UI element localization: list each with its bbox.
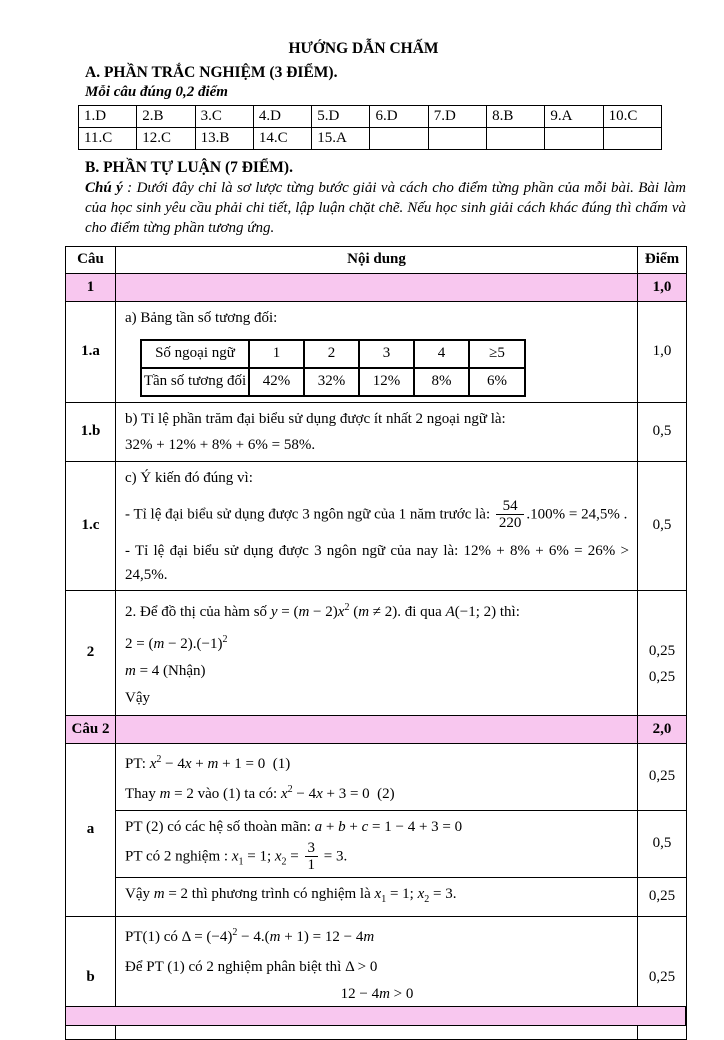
row-a-sub1-points: 0,25 [638,743,687,810]
row-1a-intro: a) Bảng tần số tương đối: [125,309,278,326]
freq-value: 32% [304,368,359,396]
mc-row-1 [79,106,662,128]
section-a-heading: A. PHẦN TRẮC NGHIỆM (3 ĐIỂM). [85,64,338,81]
freq-value: 6% [469,368,525,396]
page-title: HƯỚNG DẪN CHẤM [288,40,439,57]
col-header-diem: Điểm [638,246,687,273]
freq-header-label: Số ngoại ngữ [141,340,249,368]
mc-answer: 8.B [487,106,545,128]
mc-answer: 2.B [137,106,195,128]
question-2-points: 2,0 [638,715,687,743]
row-a-sub2-line1: PT (2) có các hệ số thoàn mãn: a + b + c = 1 − 4 + 3 = 0 [125,818,463,835]
row-b-line1: PT(1) có $\Delta = (-4)^2 - 4.(m + 1) = 12 - 4m$ [125,926,375,945]
mc-answer-empty [428,128,486,150]
row-a-sub3-points: 0,25 [638,877,687,916]
question-2-label: Câu 2 [66,715,116,743]
row-1b-content [116,402,638,461]
row-a-sub2 [66,810,687,877]
frequency-table [140,339,526,397]
row-1a-content [116,301,638,402]
next-row-pink-strip [65,1006,686,1026]
mc-answer: 1.D [79,106,137,128]
frequency-table-value-row [141,368,525,396]
row-2-points-1: 0,25 [648,642,676,659]
row-a-sub2-content [116,810,638,877]
mc-answer: 12.C [137,128,195,150]
row-1c [66,461,687,590]
row-a-sub1-content [116,743,638,810]
row-2 [66,590,687,715]
row-2-points [638,590,687,715]
row-2-points-2: 0,25 [648,668,676,685]
freq-header: 4 [414,340,469,368]
mc-answer: 4.D [253,106,311,128]
row-b-line2: Để PT (1) có 2 nghiệm phân biệt thì Δ > 0 [125,958,378,975]
row-1b [66,402,687,461]
row-1c-points: 0,5 [638,461,687,590]
freq-value: 12% [359,368,414,396]
mc-answer: 6.D [370,106,428,128]
mc-answer: 5.D [312,106,370,128]
row-a-sub3-line: Vậy m = 2 thì phương trình có nghiệm là $x_1 = 1$; $x_2 = 3$. [125,885,457,905]
row-a-sub1-line1: PT: $x^2 - 4x + m + 1 = 0$ (1) [125,753,291,772]
col-header-cau: Câu [66,246,116,273]
mc-answer: 11.C [79,128,137,150]
freq-header: 1 [249,340,304,368]
row-1c-content [116,461,638,590]
section-a-subheading: Mỗi câu đúng 0,2 điểm [85,84,228,100]
mc-answer: 14.C [253,128,311,150]
row-a-label: a [66,743,116,916]
row-2-points-stack [638,591,686,696]
row-question-2-band [66,715,687,743]
frequency-table-header-row [141,340,525,368]
row-2-line1: 2. Để đồ thị của hàm số $y = (m - 2)x^2$ (m ≠ 2). đi qua A(−1; 2) thì: [125,601,520,620]
row-1c-line1: c) Ý kiến đó đúng vì: [125,469,253,486]
row-1c-line3: - Tỉ lệ đại biểu sử dụng được 3 ngôn ngữ của nay là: 12% + 8% + 6% = 26% > 24,5%. [125,542,629,583]
row-1a-points: 1,0 [638,301,687,402]
row-1c-label: 1.c [66,461,116,590]
row-2-label: 2 [66,590,116,715]
row-a-sub2-points: 0,5 [638,810,687,877]
section-b-heading: B. PHẦN TỰ LUẬN (7 ĐIỂM). [85,159,293,176]
row-1b-points: 0,5 [638,402,687,461]
row-a-sub1-line2: Thay m = 2 vào (1) ta có: $x^2 - 4x + 3 = 0$ (2) [125,783,395,802]
row-1a-label: 1.a [66,301,116,402]
row-1c-line2: - Tỉ lệ đại biểu sử dụng được 3 ngôn ngữ của 1 năm trước là: $\frac{54}{220}$ .100% = 24,5% . [125,497,628,532]
grading-table [65,246,687,1040]
note-label: Chú ý [85,180,123,196]
grading-note [85,179,686,239]
question-1-label: 1 [66,273,116,301]
row-b-line3: 12 − 4m > 0 [340,985,414,1002]
freq-header: 3 [359,340,414,368]
col-header-noidung: Nội dung [116,246,638,273]
row-a-sub1 [66,743,687,810]
multiple-choice-answer-table [78,105,662,150]
row-a-sub2-line2: PT có 2 nghiệm : $x_1 = 1$; $x_2$ = $\frac{3}{1}$ = 3. [125,839,348,874]
mc-answer: 13.B [195,128,253,150]
row-1b-label: 1.b [66,402,116,461]
freq-value-label: Tần số tương đối [141,368,249,396]
mc-answer: 10.C [603,106,661,128]
row-b-label: b [66,916,116,1039]
mc-row-2 [79,128,662,150]
freq-header: ≥5 [469,340,525,368]
row-question-1-band [66,273,687,301]
note-text: : Dưới đây chỉ là sơ lược từng bước giải và cách cho điểm từng phần của mỗi bài. Bài làm của học sinh yêu cầu phải chi tiết, lập luận chặt chẽ. Nếu học sinh giải cách khác đúng thì chấm và cho điểm từng phần tương ứng. [85,180,686,236]
row-1a [66,301,687,402]
row-a-sub3 [66,877,687,916]
mc-answer: 3.C [195,106,253,128]
mc-answer-empty [487,128,545,150]
question-1-points: 1,0 [638,273,687,301]
row-a-sub3-content [116,877,638,916]
freq-header: 2 [304,340,359,368]
row-b-points: 0,25 [638,916,687,1039]
grading-table-header [66,246,687,273]
row-1b-line2: 32% + 12% + 8% + 6% = 58%. [125,436,316,453]
row-2-line3: m = 4 (Nhận) [125,662,206,679]
freq-value: 8% [414,368,469,396]
question-1-spacer [116,273,638,301]
mc-answer-empty [545,128,603,150]
row-2-line4: Vậy [125,689,150,706]
mc-answer-empty [370,128,428,150]
mc-answer-empty [603,128,661,150]
mc-answer: 15.A [312,128,370,150]
question-2-spacer [116,715,638,743]
row-2-line2: $2 = (m - 2).(-1)^2$ [125,633,228,652]
row-2-content [116,590,638,715]
mc-answer: 7.D [428,106,486,128]
mc-answer: 9.A [545,106,603,128]
row-1b-line1: b) Tỉ lệ phần trăm đại biểu sử dụng được ít nhất 2 ngoại ngữ là: [125,410,506,427]
freq-value: 42% [249,368,304,396]
